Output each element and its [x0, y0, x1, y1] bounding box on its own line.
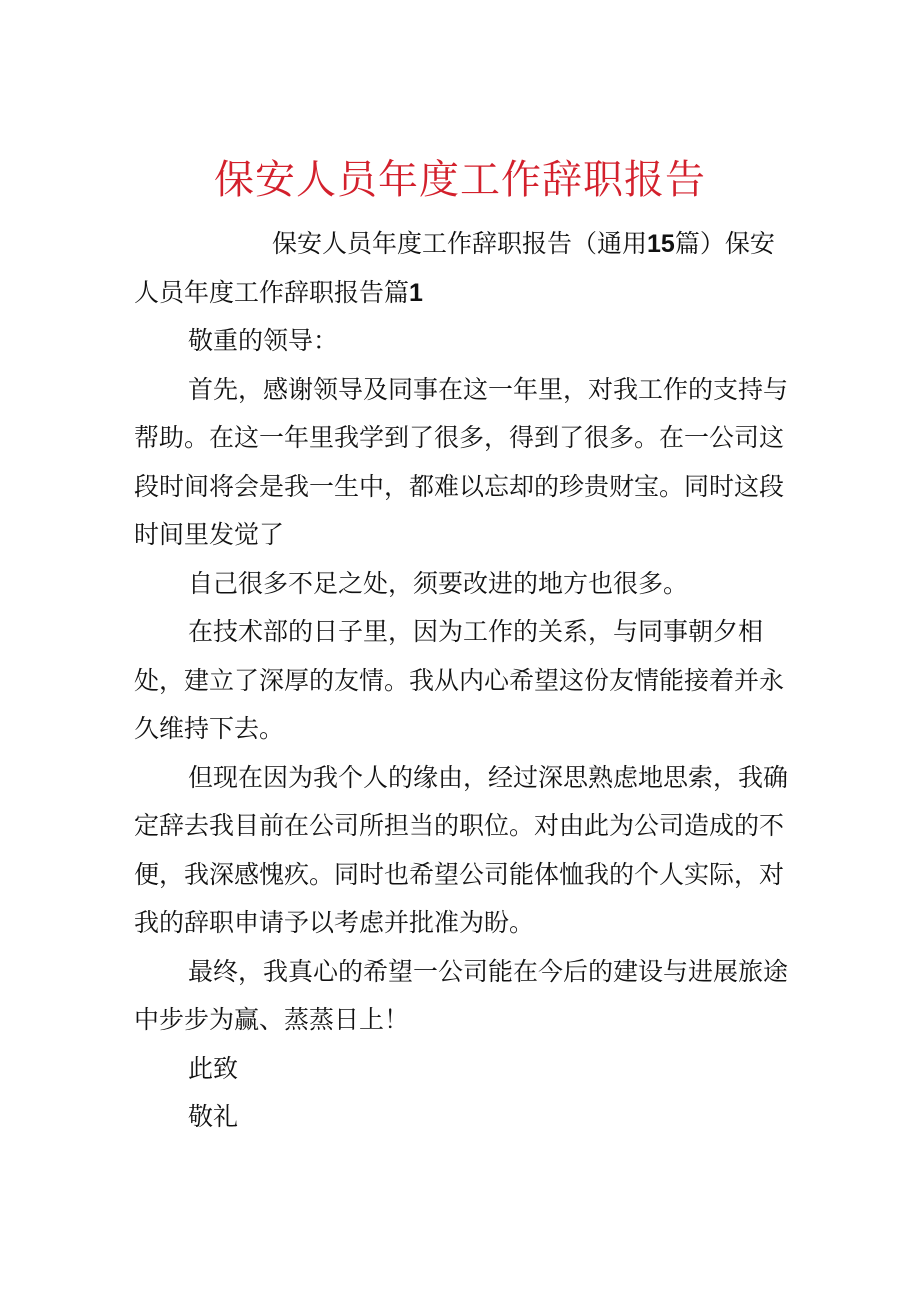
subtitle-text-2: 篇）保安人员年度工作辞职报告篇 — [134, 229, 775, 307]
paragraph: 但现在因为我个人的缘由，经过深思熟虑地思索，我确定辞去我目前在公司所担当的职位。对由此为公司造成的不便，我深感愧疚。同时也希望公司能体恤我的个人实际，对我的辞职申请予以考虑并批准为盼。 — [134, 762, 789, 937]
closing-regards: 敬礼 — [188, 1102, 239, 1131]
paragraph: 首先，感谢领导及同事在这一年里，对我工作的支持与帮助。在这一年里我学到了很多，得到了很多。在一公司这段时间将会是我一生中，都难以忘却的珍贵财宝。同时这段时间里发觉了 — [134, 374, 789, 549]
subtitle-count: 15 — [647, 230, 675, 258]
document-subtitle — [134, 220, 794, 317]
paragraph: 自己很多不足之处，须要改进的地方也很多。 — [188, 568, 689, 598]
subtitle-number: 1 — [409, 278, 423, 307]
subtitle-text-1: 保安人员年度工作辞职报告（通用 — [272, 229, 648, 258]
salutation: 敬重的领导： — [188, 326, 339, 355]
paragraph: 在技术部的日子里，因为工作的关系，与同事朝夕相处，建立了深厚的友情。我从内心希望这份友情能接着并永久维持下去。 — [134, 617, 785, 743]
document-title: 保安人员年度工作辞职报告 — [214, 157, 706, 203]
document-body — [134, 220, 794, 1142]
paragraph: 最终，我真心的希望一公司能在今后的建设与进展旅途中步步为赢、蒸蒸日上！ — [134, 956, 789, 1034]
closing-line: 此致 — [188, 1053, 239, 1083]
